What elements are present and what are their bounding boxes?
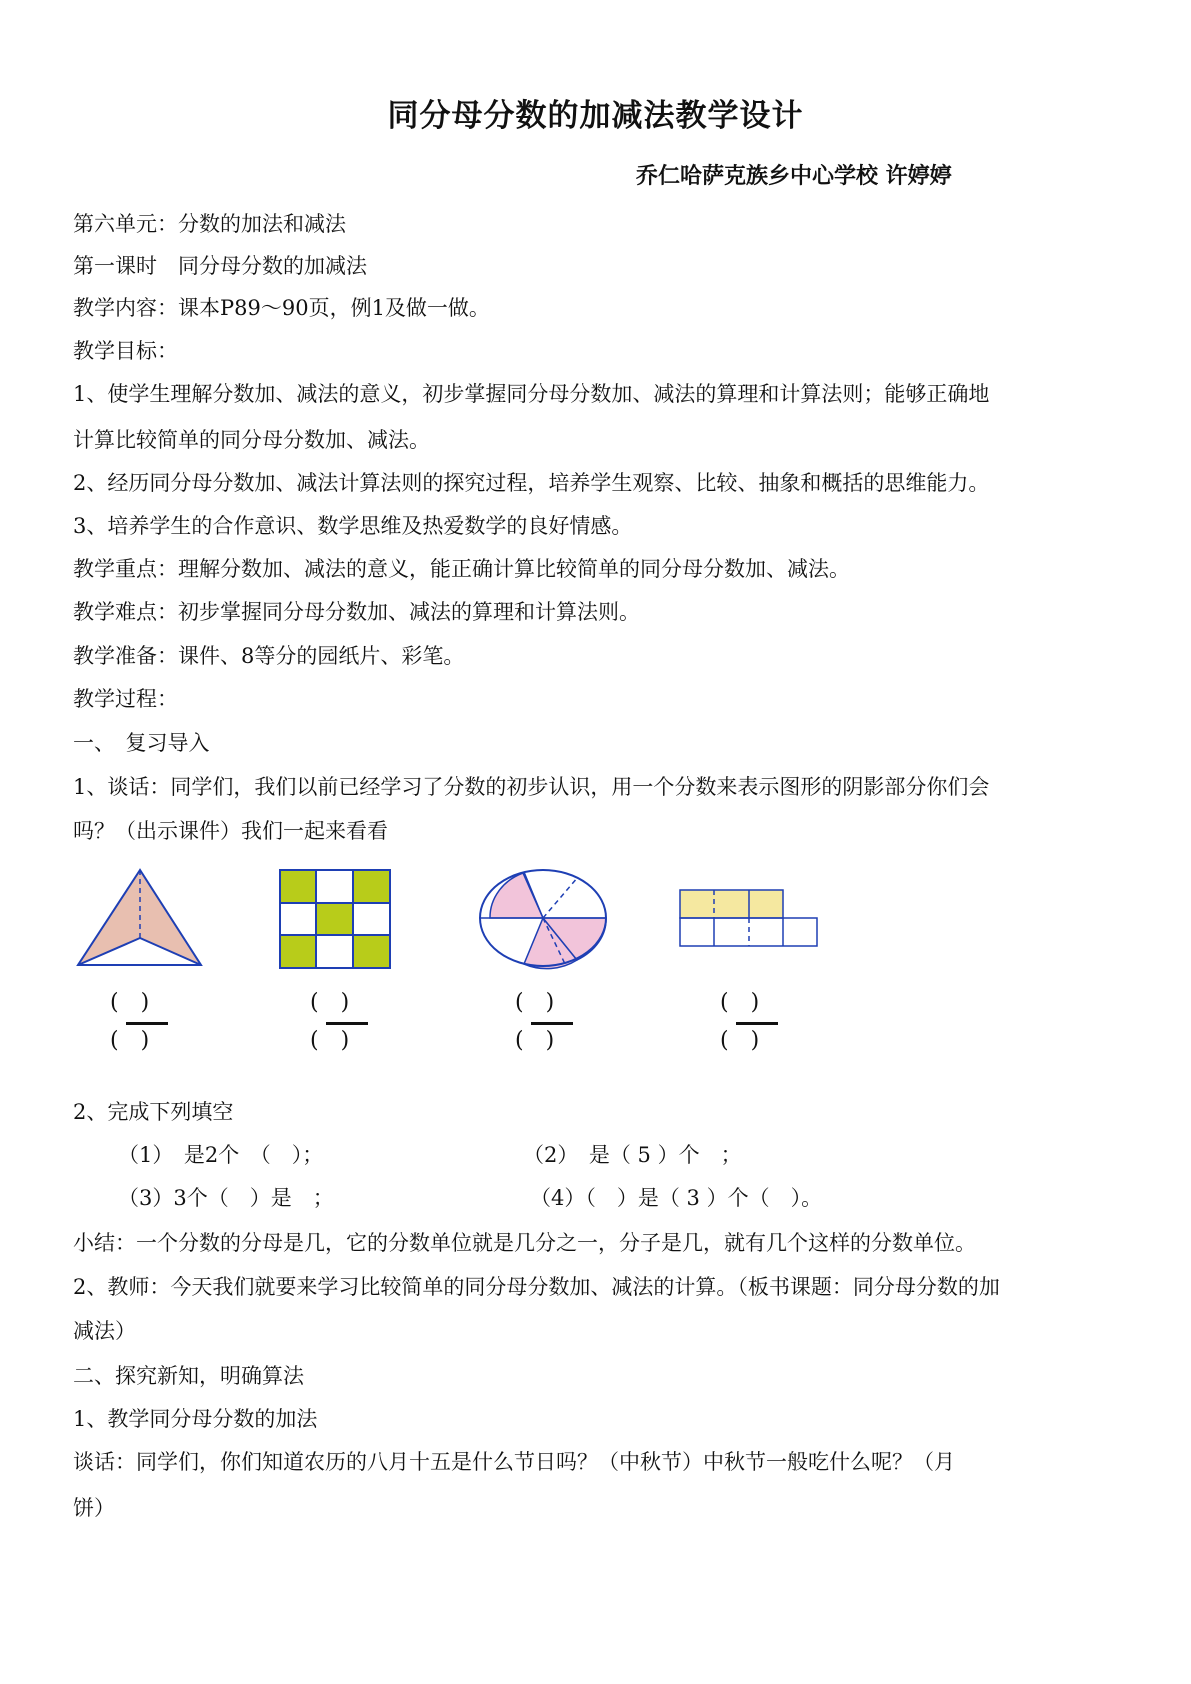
text-line: 3、培养学生的合作意识、数学思维及热爱数学的良好情感。 [73,514,633,538]
text-line: 教学难点：初步掌握同分母分数加、减法的算理和计算法则。 [73,600,640,624]
triangle-figure [78,870,201,965]
author-line: 乔仁哈萨克族乡中心学校 许婷婷 [636,164,952,189]
grid-figure [280,870,390,968]
circle-figure [480,870,606,969]
fill-item-4: （4）（ ）是（ 3 ）个（ ）。 [530,1186,823,1210]
text-line: 教学重点：理解分数加、减法的意义，能正确计算比较简单的同分母分数加、减法。 [73,557,850,581]
text-line: 教学内容：课本P89～90页，例1及做一做。 [73,296,490,320]
fill-item-1: （1） 是2个 （ ）； [118,1143,324,1167]
fill-item-3: （3）3个（ ）是 ； [118,1186,334,1210]
page-title: 同分母分数的加减法教学设计 [387,98,804,134]
text-line: 第六单元：分数的加法和减法 [73,212,346,236]
text-line: 2、经历同分母分数加、减法计算法则的探究过程，培养学生观察、比较、抽象和概括的思维能力。 [73,471,990,495]
text-line: 1、使学生理解分数加、减法的意义，初步掌握同分母分数加、减法的算理和计算法则；能够正确地 [73,382,990,406]
section-heading: 一、 复习导入 [73,731,210,755]
document-page: 同分母分数的加减法教学设计 乔仁哈萨克族乡中心学校 许婷婷 第六单元：分数的加法和减法 第一课时 同分母分数的加减法 教学内容：课本P89～90页，例1及做一做。 教学目标： 1、使学生理解分数加、减法的意义，初步掌握同分母分数加、减法的算理和计算法则；能够正确地 计算比较简单的同分母分数加、减法。 2、经历同分母分数加、减法计算法则的探究过程，培养学生观察、比较、抽象和概括的思维能力。 3、培养学生的合作意识、数学思维及热爱数学的良好情感。 教学重点：理解分数加、减法的意义，能正确计算比较简单的同分母分数加、减法。 教学难点：初步掌握同分母分数加、减法的算理和计算法则。 教学准备：课件、8等分的园纸片、彩笔。 教学过程： 一、 复习导入 1、谈话：同学们，我们以前已经学习了分数的初步认识，用一个分数来表示图形的阴影部分你们会 吗？（出示课件）我们一起来看看 ( ) ( ) ( ) ( ) ( ) ( ) ( ) ( ) 2、完成下列填空 （1） 是2个 （ ）； （2） 是（ 5 ）个 ； （3）3个（ ）是 ； （4）（ ）是（ 3 ）个（ ）。 小结：一个分数的分母是几，它的分数单位就是几分之一，分子是几，就有几个这样的分数单位。 2、教师：今天我们就要来学习比较简单的同分母分数加、减法的计算。（板书课题：同分母分数的加 减法） 二、探究新知，明确算法 1、教学同分母分数的加法 谈话：同学们，你们知道农历的八月十五是什么节日吗？（中秋节）中秋节一般吃什么呢？（月 饼） [0,0,1191,1684]
summary-line: 小结：一个分数的分母是几，它的分数单位就是几分之一，分子是几，就有几个这样的分数单位。 [73,1231,976,1255]
text-line: 2、教师：今天我们就要来学习比较简单的同分母分数加、减法的计算。（板书课题：同分母分数的加 [73,1275,1000,1299]
text-line: 1、谈话：同学们，我们以前已经学习了分数的初步认识，用一个分数来表示图形的阴影部分你们会 [73,775,990,799]
text-line: 1、教学同分母分数的加法 [73,1407,318,1431]
text-line: 饼） [73,1496,115,1520]
text-line: 教学准备：课件、8等分的园纸片、彩笔。 [73,644,465,668]
text-line: 第一课时 同分母分数的加减法 [73,254,367,278]
text-line: 教学目标： [73,339,178,363]
fill-item-2: （2） 是（ 5 ）个 ； [523,1143,742,1167]
fill-title: 2、完成下列填空 [73,1100,234,1124]
bar-figure [680,890,817,946]
text-line: 教学过程： [73,687,178,711]
section-heading: 二、探究新知，明确算法 [73,1364,304,1388]
text-line: 计算比较简单的同分母分数加、减法。 [73,428,430,452]
text-line: 吗？（出示课件）我们一起来看看 [73,819,388,843]
text-line: 谈话：同学们，你们知道农历的八月十五是什么节日吗？（中秋节）中秋节一般吃什么呢？（月 [73,1450,955,1474]
text-line: 减法） [73,1319,136,1343]
